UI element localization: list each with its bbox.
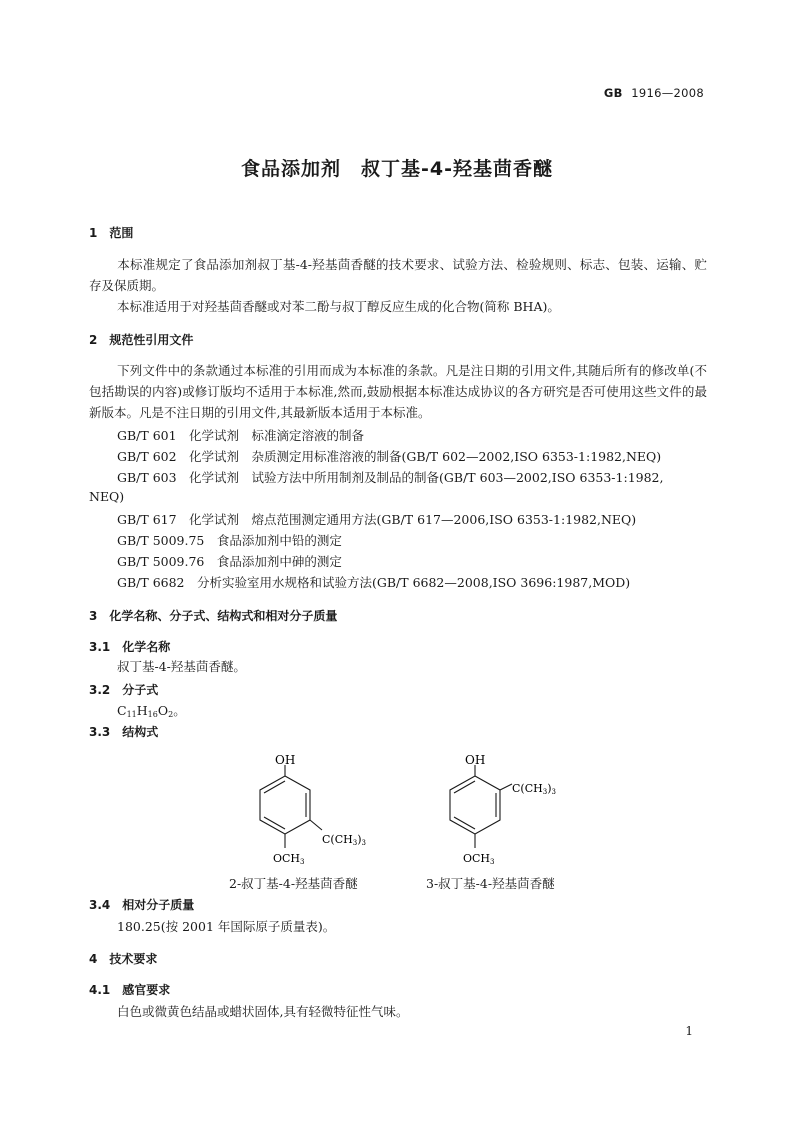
ref-gb-t-5009-76: GB/T 5009.76 食品添加剂中砷的测定 bbox=[117, 554, 342, 569]
structure-2-tert-butyl bbox=[225, 748, 395, 878]
structure-3-tert-butyl bbox=[415, 748, 585, 878]
double-bond-3 bbox=[454, 817, 475, 829]
oh-label: OH bbox=[275, 753, 296, 767]
formula-end: 。 bbox=[173, 703, 186, 718]
section-4-1-heading: 4.1 感官要求 bbox=[89, 983, 171, 997]
standard-prefix: GB bbox=[603, 86, 623, 100]
och3-label: OCH3 bbox=[463, 852, 495, 866]
structure-2-label: 3-叔丁基-4-羟基茴香醚 bbox=[426, 876, 555, 891]
chemical-name: 叔丁基-4-羟基茴香醚。 bbox=[117, 659, 246, 674]
oh-label: OH bbox=[465, 753, 486, 767]
tbutyl-label: C(CH3)3 bbox=[322, 833, 366, 847]
bond-tbutyl bbox=[500, 784, 512, 790]
benzene-ring bbox=[260, 776, 310, 834]
double-bond-3 bbox=[264, 817, 285, 829]
double-bond-1 bbox=[454, 781, 475, 793]
section-1-paragraph-1-text: 本标准规定了食品添加剂叔丁基-4-羟基茴香醚的技术要求、试验方法、检验规则、标志、包装、运输、贮存及保质期。 bbox=[89, 257, 707, 293]
section-3-1-heading: 3.1 化学名称 bbox=[89, 640, 171, 654]
section-2-paragraph bbox=[89, 360, 707, 423]
section-1-heading: 1 范围 bbox=[89, 226, 134, 240]
double-bond-1 bbox=[264, 781, 285, 793]
section-2-paragraph-text: 下列文件中的条款通过本标准的引用而成为本标准的条款。凡是注日期的引用文件,其随后所有的修改单(不包括勘误的内容)或修订版均不适用于本标准,然而,鼓励根据本标准达成协议的各方研究是否可使用这些文件的最新版本。凡是不注日期的引用文件,其最新版本适用于本标准。 bbox=[89, 363, 707, 420]
formula-h: H bbox=[136, 703, 148, 718]
tbutyl-label: C(CH3)3 bbox=[512, 782, 556, 796]
ref-gb-t-6682: GB/T 6682 分析实验室用水规格和试验方法(GB/T 6682—2008,ISO 3696:1987,MOD) bbox=[117, 575, 631, 590]
section-3-3-heading: 3.3 结构式 bbox=[89, 725, 159, 739]
ref-gb-t-603: GB/T 603 化学试剂 试验方法中所用制剂及制品的制备(GB/T 603—2002,ISO 6353-1:1982, bbox=[117, 470, 664, 485]
ref-gb-t-617: GB/T 617 化学试剂 熔点范围测定通用方法(GB/T 617—2006,ISO 6353-1:1982,NEQ) bbox=[117, 512, 637, 527]
section-1-paragraph-2-text: 本标准适用于对羟基茴香醚或对苯二酚与叔丁醇反应生成的化合物(简称 BHA)。 bbox=[117, 299, 560, 314]
page-number: 1 bbox=[685, 1024, 693, 1038]
page-title: 食品添加剂 叔丁基-4-羟基茴香醚 bbox=[241, 158, 553, 180]
formula-o: O bbox=[157, 703, 169, 718]
section-3-2-heading: 3.2 分子式 bbox=[89, 683, 159, 697]
section-4-heading: 4 技术要求 bbox=[89, 952, 158, 966]
molecular-formula bbox=[117, 701, 186, 719]
formula-c-count: 11 bbox=[126, 710, 137, 719]
ref-gb-t-603-continued: NEQ) bbox=[89, 489, 125, 504]
standard-code bbox=[604, 86, 704, 100]
section-1-paragraph-2 bbox=[89, 296, 707, 317]
molecular-mass: 180.25(按 2001 年国际原子质量表)。 bbox=[117, 919, 336, 934]
standard-number: 1916—2008 bbox=[631, 86, 704, 100]
bond-tbutyl bbox=[310, 820, 322, 830]
section-2-heading: 2 规范性引用文件 bbox=[89, 333, 194, 347]
ref-gb-t-5009-75: GB/T 5009.75 食品添加剂中铅的测定 bbox=[117, 533, 342, 548]
och3-label: OCH3 bbox=[273, 852, 305, 866]
structure-1-label: 2-叔丁基-4-羟基茴香醚 bbox=[229, 876, 358, 891]
ref-gb-t-601: GB/T 601 化学试剂 标准滴定溶液的制备 bbox=[117, 428, 365, 443]
formula-h-count: 16 bbox=[147, 710, 158, 719]
ref-gb-t-602: GB/T 602 化学试剂 杂质测定用标准溶液的制备(GB/T 602—2002,ISO 6353-1:1982,NEQ) bbox=[117, 449, 662, 464]
section-3-heading: 3 化学名称、分子式、结构式和相对分子质量 bbox=[89, 609, 338, 623]
formula-c: C bbox=[117, 703, 127, 718]
section-3-4-heading: 3.4 相对分子质量 bbox=[89, 898, 195, 912]
sensory-requirements: 白色或微黄色结晶或蜡状固体,具有轻微特征性气味。 bbox=[117, 1004, 409, 1019]
benzene-ring bbox=[450, 776, 500, 834]
formula-o-count: 2 bbox=[168, 710, 174, 719]
section-1-paragraph-1 bbox=[89, 254, 707, 296]
